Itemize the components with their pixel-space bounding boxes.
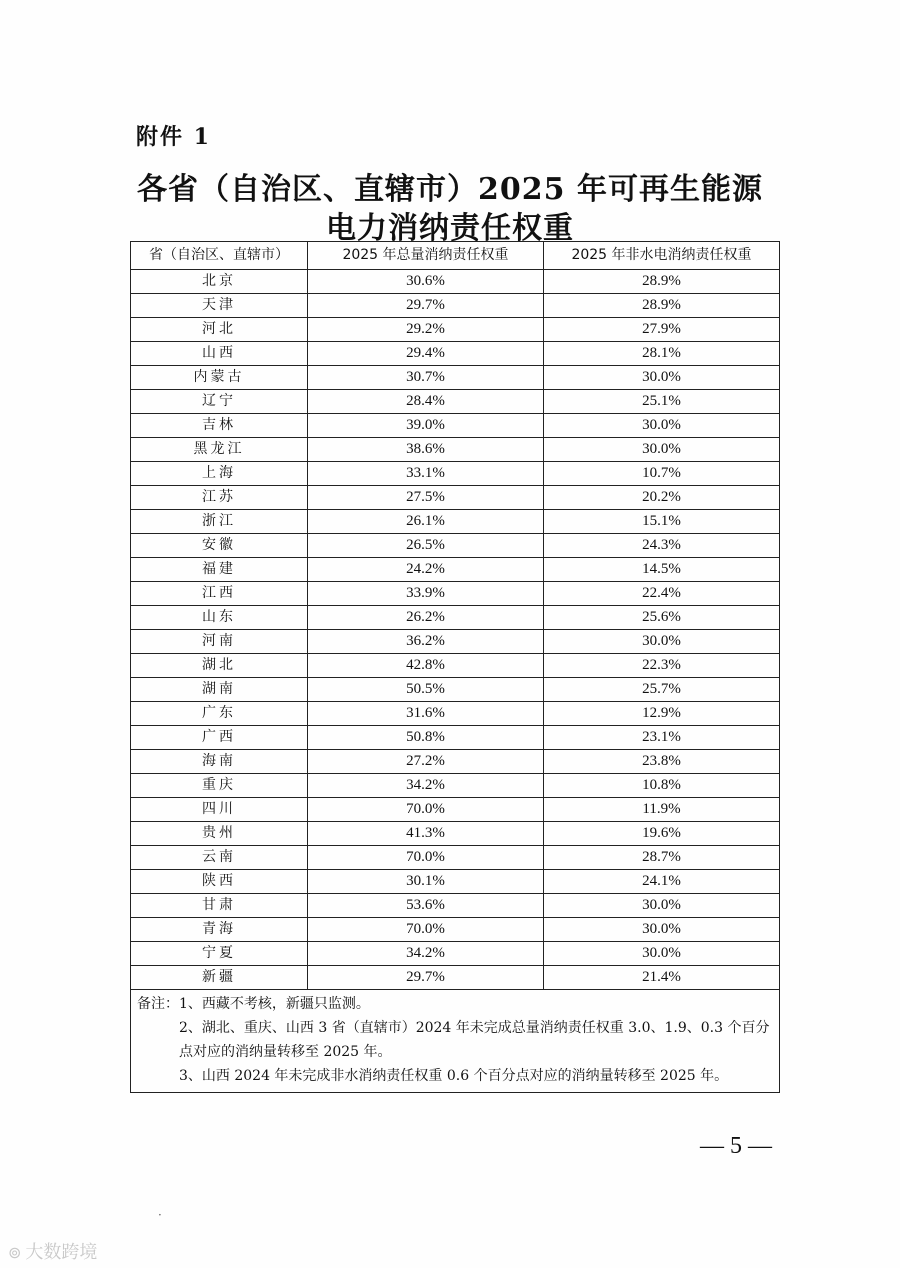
nonhydro-weight-cell: 15.1%	[544, 510, 780, 534]
table-row	[131, 390, 780, 414]
nonhydro-weight-cell: 12.9%	[544, 702, 780, 726]
table-row	[131, 846, 780, 870]
page-number: — 5 —	[700, 1133, 772, 1159]
province-cell: 海南	[131, 750, 308, 774]
nonhydro-weight-cell: 20.2%	[544, 486, 780, 510]
header-nonhydro-weight: 2025 年非水电消纳责任权重	[544, 242, 780, 270]
province-cell: 北京	[131, 270, 308, 294]
nonhydro-weight-cell: 22.4%	[544, 582, 780, 606]
table-row	[131, 270, 780, 294]
nonhydro-weight-cell: 10.7%	[544, 462, 780, 486]
total-weight-cell: 30.6%	[308, 270, 544, 294]
total-weight-cell: 70.0%	[308, 846, 544, 870]
header-province: 省（自治区、直辖市）	[131, 242, 308, 270]
province-cell: 重庆	[131, 774, 308, 798]
total-weight-cell: 53.6%	[308, 894, 544, 918]
total-weight-cell: 31.6%	[308, 702, 544, 726]
nonhydro-weight-cell: 28.9%	[544, 294, 780, 318]
total-weight-cell: 34.2%	[308, 942, 544, 966]
note-item: 2、湖北、重庆、山西 3 省（直辖市）2024 年未完成总量消纳责任权重 3.0、1.9、0.3 个百分点对应的消纳量转移至 2025 年。	[179, 1020, 770, 1060]
total-weight-cell: 27.5%	[308, 486, 544, 510]
table-row	[131, 582, 780, 606]
table-row	[131, 510, 780, 534]
total-weight-cell: 29.2%	[308, 318, 544, 342]
total-weight-cell: 29.4%	[308, 342, 544, 366]
province-cell: 浙江	[131, 510, 308, 534]
watermark-logo-icon: ⊚	[8, 1243, 22, 1262]
table-row	[131, 870, 780, 894]
nonhydro-weight-cell: 30.0%	[544, 918, 780, 942]
nonhydro-weight-cell: 25.7%	[544, 678, 780, 702]
header-total-weight: 2025 年总量消纳责任权重	[308, 242, 544, 270]
nonhydro-weight-cell: 14.5%	[544, 558, 780, 582]
nonhydro-weight-cell: 28.7%	[544, 846, 780, 870]
province-cell: 广西	[131, 726, 308, 750]
province-cell: 江西	[131, 582, 308, 606]
total-weight-cell: 24.2%	[308, 558, 544, 582]
total-weight-cell: 39.0%	[308, 414, 544, 438]
province-cell: 山西	[131, 342, 308, 366]
note-item: 3、山西 2024 年未完成非水消纳责任权重 0.6 个百分点对应的消纳量转移至 2025 年。	[179, 1068, 729, 1084]
weights-table	[130, 241, 780, 1093]
total-weight-cell: 50.5%	[308, 678, 544, 702]
notes-row	[131, 990, 780, 1093]
nonhydro-weight-cell: 28.1%	[544, 342, 780, 366]
nonhydro-weight-cell: 19.6%	[544, 822, 780, 846]
total-weight-cell: 30.1%	[308, 870, 544, 894]
table-row	[131, 606, 780, 630]
table-row	[131, 438, 780, 462]
province-cell: 甘肃	[131, 894, 308, 918]
table-row	[131, 942, 780, 966]
notes-line-1	[137, 992, 773, 1016]
total-weight-cell: 70.0%	[308, 798, 544, 822]
notes-cell	[131, 990, 780, 1093]
province-cell: 青海	[131, 918, 308, 942]
province-cell: 福建	[131, 558, 308, 582]
nonhydro-weight-cell: 11.9%	[544, 798, 780, 822]
table-row	[131, 702, 780, 726]
table-row	[131, 462, 780, 486]
table-header-row	[131, 242, 780, 270]
province-cell: 安徽	[131, 534, 308, 558]
table-row	[131, 366, 780, 390]
nonhydro-weight-cell: 22.3%	[544, 654, 780, 678]
note-item: 1、西藏不考核，新疆只监测。	[179, 996, 370, 1012]
table-row	[131, 342, 780, 366]
nonhydro-weight-cell: 30.0%	[544, 894, 780, 918]
total-weight-cell: 28.4%	[308, 390, 544, 414]
table-row	[131, 294, 780, 318]
watermark	[8, 1238, 97, 1264]
province-cell: 吉林	[131, 414, 308, 438]
province-cell: 辽宁	[131, 390, 308, 414]
document-title-line1: 各省（自治区、直辖市）2025 年可再生能源	[137, 172, 763, 207]
nonhydro-weight-cell: 30.0%	[544, 438, 780, 462]
table-row	[131, 534, 780, 558]
total-weight-cell: 70.0%	[308, 918, 544, 942]
total-weight-cell: 26.2%	[308, 606, 544, 630]
total-weight-cell: 33.1%	[308, 462, 544, 486]
total-weight-cell: 30.7%	[308, 366, 544, 390]
nonhydro-weight-cell: 24.3%	[544, 534, 780, 558]
province-cell: 上海	[131, 462, 308, 486]
table-row	[131, 486, 780, 510]
table-row	[131, 654, 780, 678]
nonhydro-weight-cell: 10.8%	[544, 774, 780, 798]
province-cell: 内蒙古	[131, 366, 308, 390]
notes-label: 备注：	[137, 996, 179, 1012]
total-weight-cell: 26.5%	[308, 534, 544, 558]
province-cell: 云南	[131, 846, 308, 870]
table-row	[131, 966, 780, 990]
nonhydro-weight-cell: 25.1%	[544, 390, 780, 414]
table-row	[131, 750, 780, 774]
nonhydro-weight-cell: 23.8%	[544, 750, 780, 774]
table-row	[131, 918, 780, 942]
attachment-label: 附件 1	[136, 124, 211, 150]
province-cell: 宁夏	[131, 942, 308, 966]
table-row	[131, 678, 780, 702]
province-cell: 广东	[131, 702, 308, 726]
table-row	[131, 894, 780, 918]
total-weight-cell: 42.8%	[308, 654, 544, 678]
total-weight-cell: 36.2%	[308, 630, 544, 654]
total-weight-cell: 29.7%	[308, 294, 544, 318]
province-cell: 河北	[131, 318, 308, 342]
watermark-text: 大数跨境	[25, 1242, 98, 1263]
province-cell: 江苏	[131, 486, 308, 510]
table-row	[131, 798, 780, 822]
province-cell: 河南	[131, 630, 308, 654]
nonhydro-weight-cell: 30.0%	[544, 414, 780, 438]
table-row	[131, 774, 780, 798]
scan-speck: ·	[158, 1208, 162, 1222]
nonhydro-weight-cell: 21.4%	[544, 966, 780, 990]
nonhydro-weight-cell: 27.9%	[544, 318, 780, 342]
total-weight-cell: 34.2%	[308, 774, 544, 798]
total-weight-cell: 41.3%	[308, 822, 544, 846]
nonhydro-weight-cell: 24.1%	[544, 870, 780, 894]
total-weight-cell: 50.8%	[308, 726, 544, 750]
table-row	[131, 558, 780, 582]
province-cell: 黑龙江	[131, 438, 308, 462]
table-row	[131, 822, 780, 846]
table-row	[131, 414, 780, 438]
nonhydro-weight-cell: 23.1%	[544, 726, 780, 750]
nonhydro-weight-cell: 30.0%	[544, 942, 780, 966]
province-cell: 湖北	[131, 654, 308, 678]
table-row	[131, 630, 780, 654]
nonhydro-weight-cell: 25.6%	[544, 606, 780, 630]
total-weight-cell: 33.9%	[308, 582, 544, 606]
total-weight-cell: 26.1%	[308, 510, 544, 534]
table-row	[131, 726, 780, 750]
province-cell: 天津	[131, 294, 308, 318]
province-cell: 山东	[131, 606, 308, 630]
province-cell: 四川	[131, 798, 308, 822]
total-weight-cell: 38.6%	[308, 438, 544, 462]
total-weight-cell: 29.7%	[308, 966, 544, 990]
total-weight-cell: 27.2%	[308, 750, 544, 774]
province-cell: 贵州	[131, 822, 308, 846]
table-row	[131, 318, 780, 342]
province-cell: 新疆	[131, 966, 308, 990]
nonhydro-weight-cell: 30.0%	[544, 366, 780, 390]
nonhydro-weight-cell: 30.0%	[544, 630, 780, 654]
document-title-line2: 电力消纳责任权重	[326, 211, 574, 246]
province-cell: 陕西	[131, 870, 308, 894]
nonhydro-weight-cell: 28.9%	[544, 270, 780, 294]
province-cell: 湖南	[131, 678, 308, 702]
